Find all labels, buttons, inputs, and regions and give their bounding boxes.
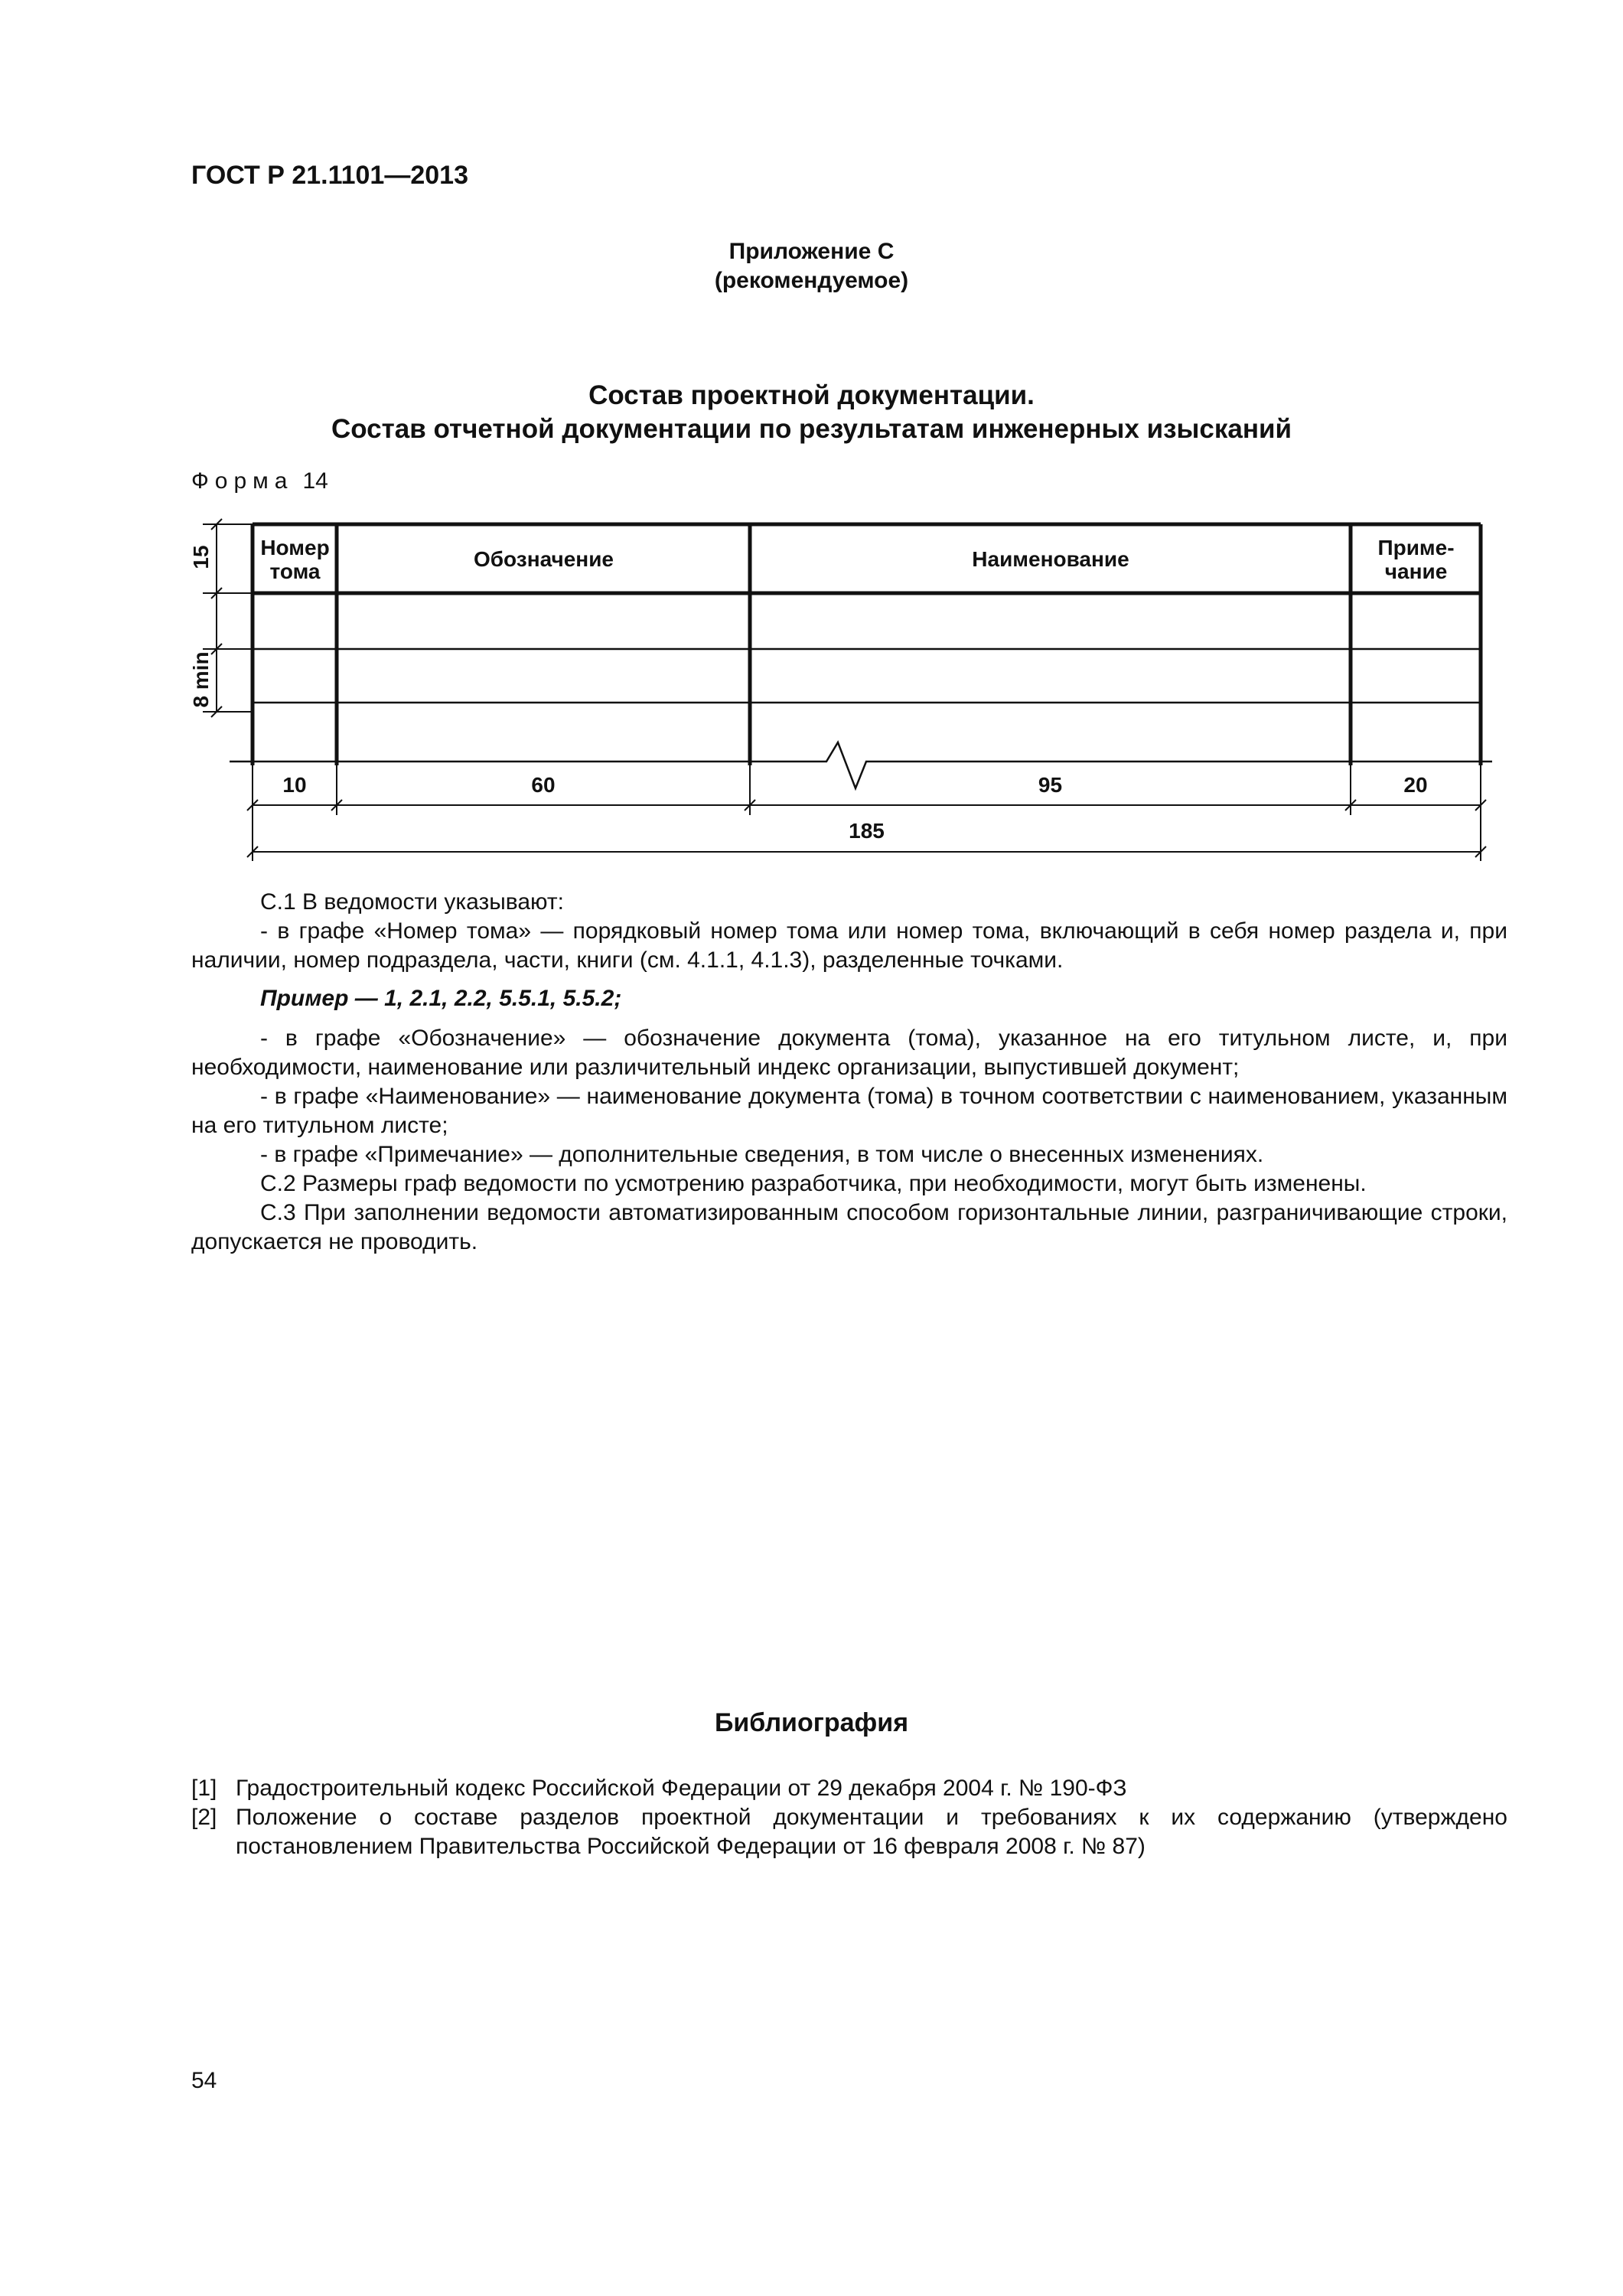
col-width-designation: 60 [531, 773, 556, 797]
bibliography-item [191, 1774, 1507, 1803]
document-title-line-1: Состав проектной документации. [588, 380, 1035, 410]
form-label-word: Форма [191, 468, 294, 494]
col-width-volume-number: 10 [282, 773, 307, 797]
header-height-dimension: 15 [189, 545, 213, 569]
col-width-note: 20 [1403, 773, 1428, 797]
total-width-dimension: 185 [849, 819, 885, 843]
col-width-name: 95 [1038, 773, 1063, 797]
column-header-designation: Обозначение [473, 547, 614, 571]
clause-c1-volume-number: - в графе «Номер тома» — порядковый номер тома или номер тома, включающий в себя номер раздела и, при наличии, номер подраздела, части, книги (см. 4.1.1, 4.1.3), разделенные точками. [191, 918, 1507, 973]
column-header-name: Наименование [972, 547, 1129, 571]
bibliography-title: Библиография [714, 1708, 909, 1737]
appendix-title: Приложение С [728, 239, 895, 264]
column-header-volume-number: Номер тома [260, 535, 330, 583]
body-text [191, 888, 1507, 1257]
standard-header: ГОСТ Р 21.1101—2013 [191, 161, 468, 190]
clause-c1-name: - в графе «Наименование» — наименование документа (тома) в точном соответствии с наименованием, указанным на его титульном листе; [191, 1084, 1507, 1138]
bibliography-item-text: Градостроительный кодекс Российской Федерации от 29 декабря 2004 г. № 190-ФЗ [236, 1776, 1127, 1801]
bibliography-item-text: Положение о составе разделов проектной документации и требованиях к их содержанию (утверждено постановлением Правительства Российской Федерации от 16 февраля 2008 г. № 87) [236, 1805, 1507, 1859]
bibliography-list [191, 1774, 1507, 1861]
clause-c1-designation: - в графе «Обозначение» — обозначение документа (тома), указанное на его титульном листе, и, при необходимости, наименование или различительный индекс организации, выпустившей документ; [191, 1026, 1507, 1080]
row-height-dimension: 8 min [189, 651, 213, 708]
document-title-line-2: Состав отчетной документации по результатам инженерных изысканий [331, 414, 1292, 444]
bibliography-item-number: [1] [191, 1776, 217, 1801]
page-number: 54 [191, 2068, 217, 2093]
bibliography-item-number: [2] [191, 1805, 217, 1830]
example-line: Пример — 1, 2.1, 2.2, 5.5.1, 5.5.2; [260, 986, 622, 1011]
clause-c1: С.1 В ведомости указывают: [260, 889, 564, 915]
form-label-number: 14 [302, 468, 328, 494]
clause-c2: С.2 Размеры граф ведомости по усмотрению разработчика, при необходимости, могут быть изменены. [260, 1171, 1367, 1196]
column-header-note: Приме- чание [1377, 535, 1455, 583]
clause-c3: С.3 При заполнении ведомости автоматизированным способом горизонтальные линии, разграничивающие строки, допускается не проводить. [191, 1200, 1507, 1254]
appendix-kind: (рекомендуемое) [714, 268, 909, 293]
bibliography-item [191, 1803, 1507, 1861]
clause-c1-note: - в графе «Примечание» — дополнительные сведения, в том числе о внесенных изменениях. [260, 1142, 1264, 1167]
